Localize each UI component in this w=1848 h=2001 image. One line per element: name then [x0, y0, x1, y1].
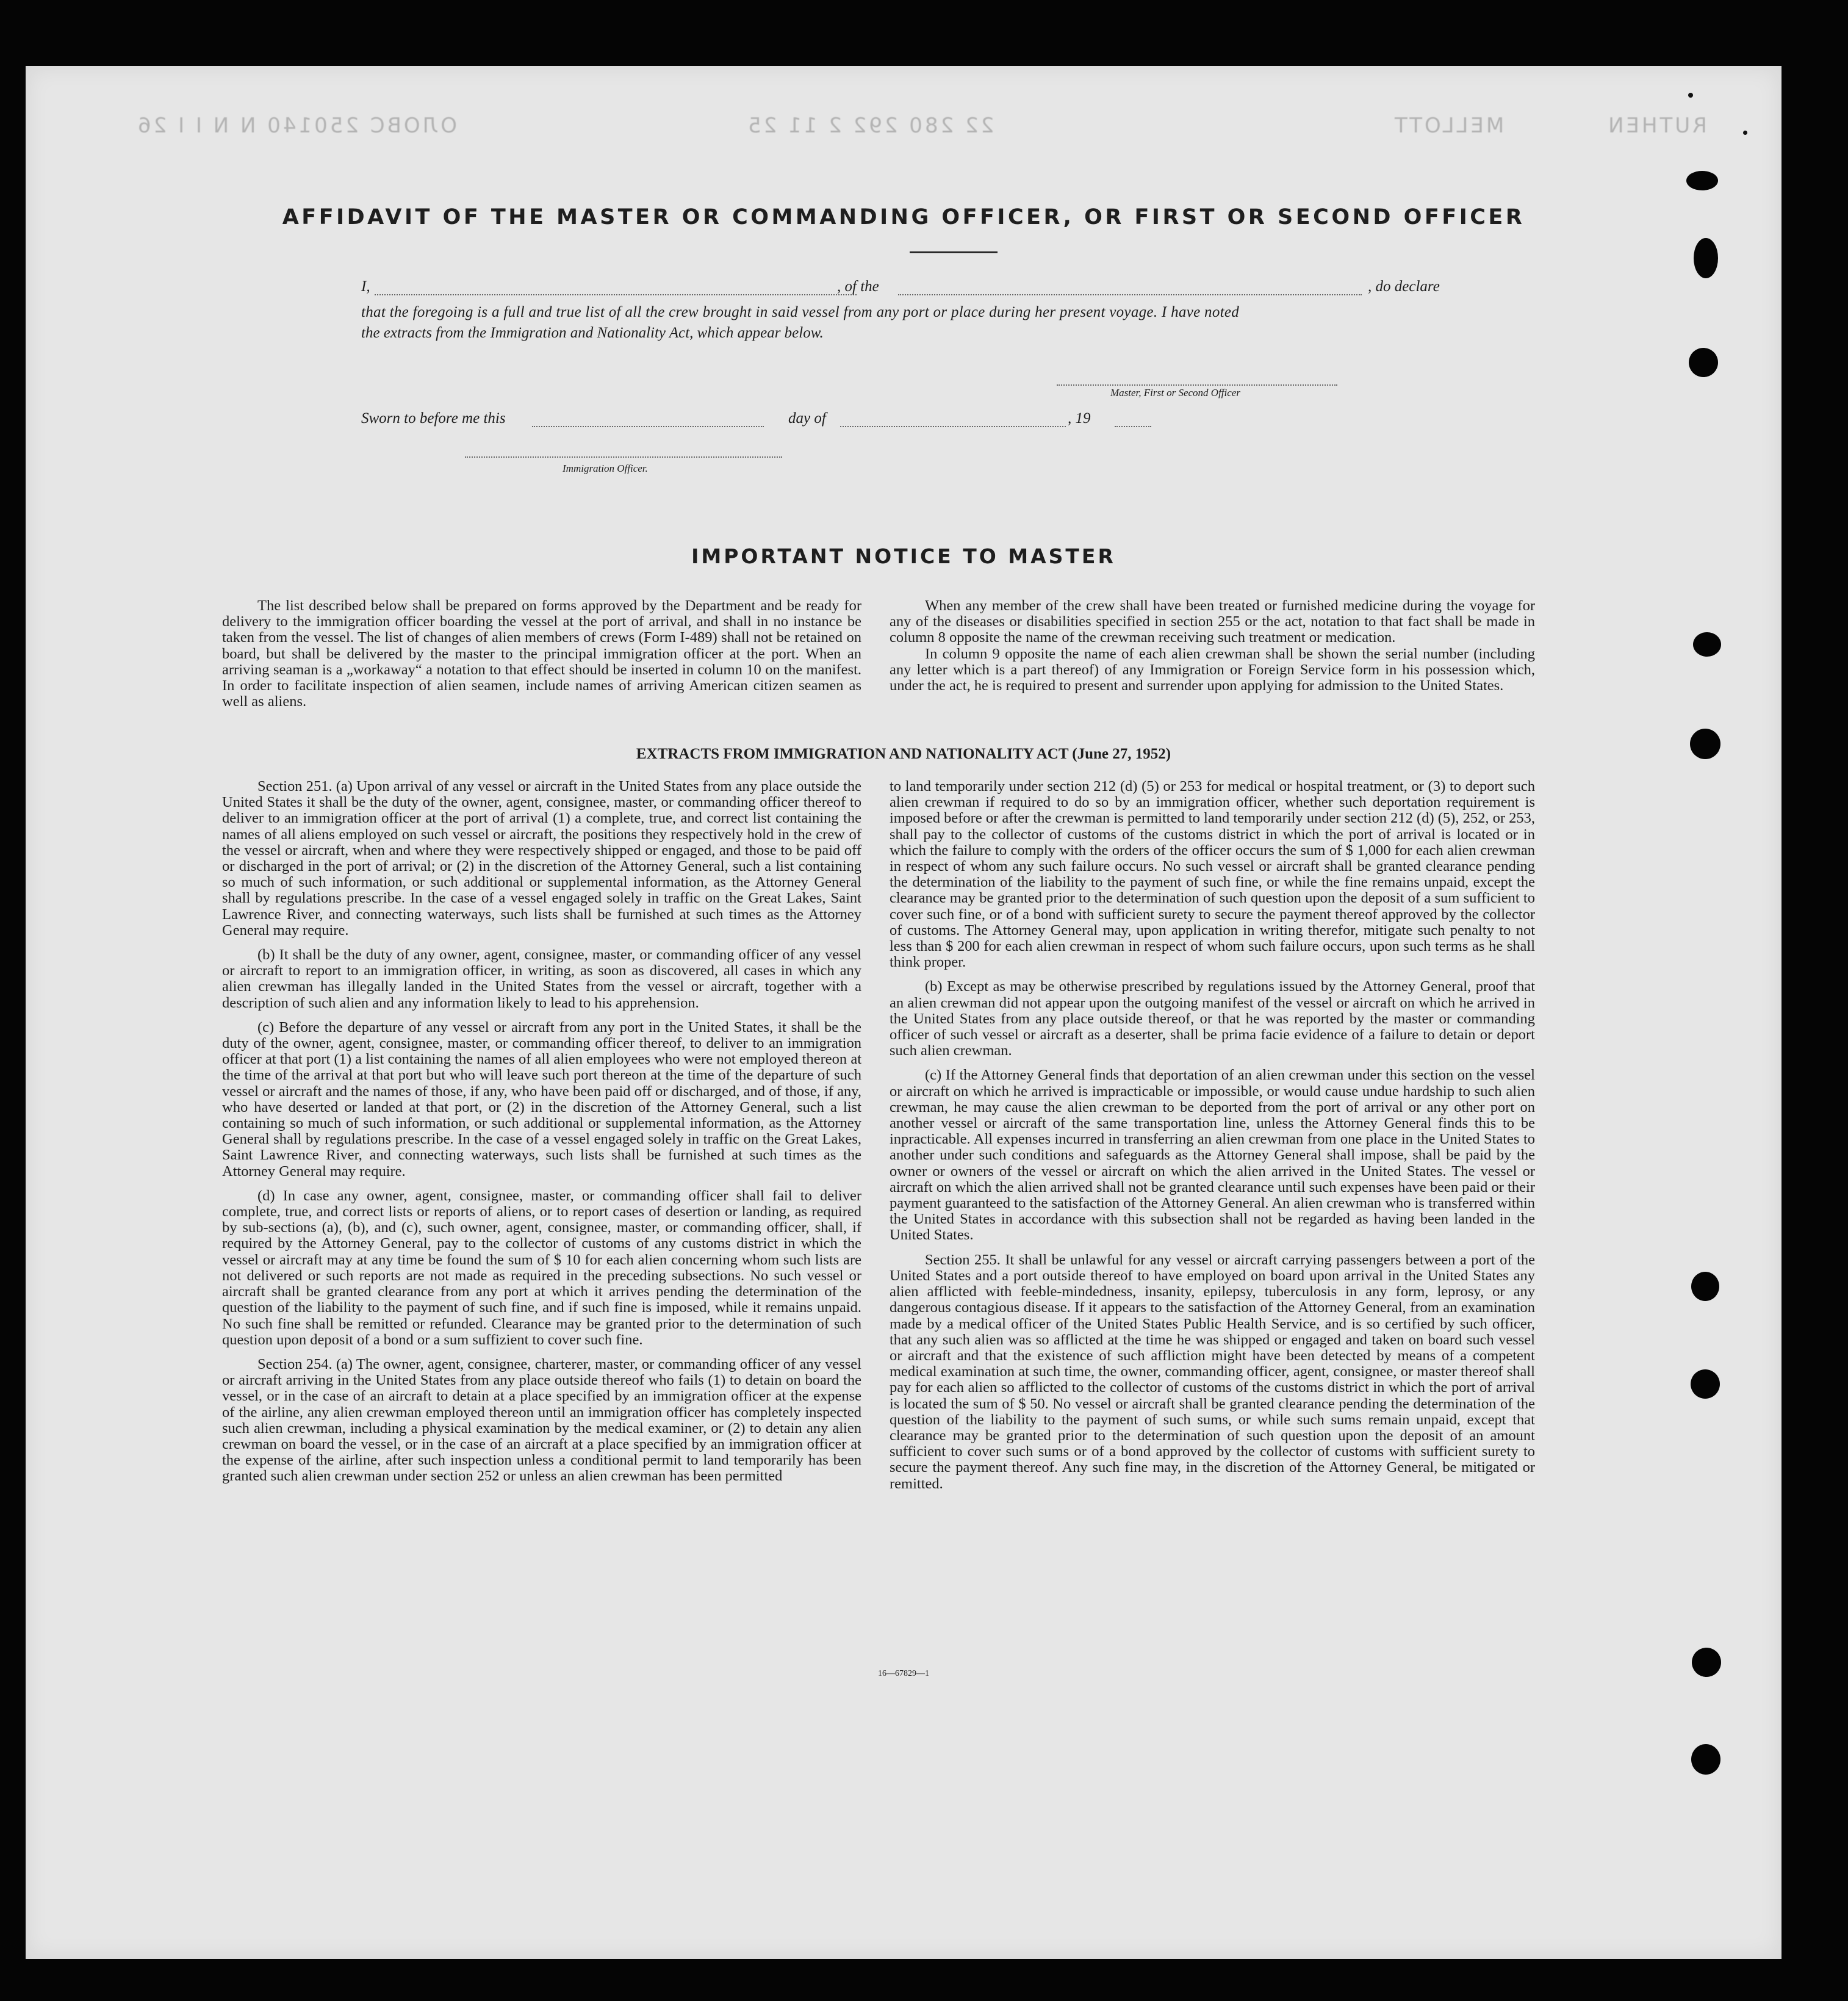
extract-paragraph: (b) It shall be the duty of any owner, agent, consignee, master, or commanding officer of any vessel or aircraft to report to an immigration officer, in writing, as soon as discovered, all cases in which any alien crewman has illegally landed in the United States from the vessel or aircraft, together with a description of such alien and any information likely to lead to his apprehension.	[222, 946, 861, 1011]
affidavit-line2: that the foregoing is a full and true list of all the crew brought in said vessel from any port or place during her present voyage. I have noted	[361, 304, 1240, 320]
day-of-label: day of	[788, 410, 826, 427]
bleed-through-right-b: RUTHEN	[1606, 114, 1707, 138]
year-label: , 19	[1068, 410, 1091, 427]
affidavit-line3: the extracts from the Immigration and Nationality Act, which appear below.	[361, 325, 824, 341]
sworn-day-blank[interactable]	[532, 426, 764, 427]
extract-paragraph: (c) Before the departure of any vessel or aircraft from any port in the United States, it shall be the duty of the owner, agent, consignee, master, or commanding officer thereof, to deliver to an immigration officer at that port (1) a list containing the names of all alien employees who were not employed thereon at the time of the arrival at that port but who will leave such port thereon at the time of the departure of such vessel or aircraft and the names of those, if any, who have been paid off or discharged, and of those, if any, who have deserted or landed at that port, or (2) in the discretion of the Attorney General, such a list containing so much of such information, or such additional or supplemental information, as the Attorney General shall by regulations prescribe. In the case of a vessel engaged solely in traffic on the Great Lakes, Saint Lawrence River, and connecting waterways, such lists shall be furnished at such times as the Attorney General may require.	[222, 1019, 861, 1180]
title-rule	[910, 251, 998, 253]
extract-paragraph: (c) If the Attorney General finds that deportation of an alien crewman under this section on the vessel or aircraft on which he arrived is impracticable or impossible, or would cause undue hardship to such alien crewman, he may cause the alien crewman to be deported from the port of arrival or any other port on another vessel or aircraft of the same transportation line, unless the Attorney General finds this to be inpracticable. All expenses incurred in transferring an alien crewman from one place in the United States to another under such conditions and safeguards as the Attorney General shall impose, shall be paid by the owner or owners of the vessel or aircraft on which the alien arrived in the United States. The vessel or aircraft on which the alien arrived shall not be granted clearance until such expenses have been paid or their payment guaranteed to the satisfaction of the Attorney General. An alien crewman who is transferred within the United States in accordance with this subsection shall not be regarded as having been landed in the United States.	[890, 1067, 1535, 1244]
notice-right-paragraph: In column 9 opposite the name of each alien crewman shall be shown the serial number (including any letter which is a part thereof) of any Immigration or Foreign Service form in his possession which, under the act, he is required to present and surrender upon applying for admission to the United States.	[890, 645, 1535, 694]
extract-paragraph: Section 254. (a) The owner, agent, consignee, charterer, master, or commanding officer of any vessel or aircraft arriving in the United States from any place outside thereof who fails (1) to detain on board the vessel, or in the case of an aircraft to detain at a place specified by an immigration officer at the expense of the airline, any alien crewman employed thereon until an immigration officer has completely inspected such alien crewman, including a physical examination by the medical examiner, or (2) to detain any alien crewman on board the vessel, or in the case of an aircraft at a place specified by an immigration officer at the expense of the airline, after such inspection unless a conditional permit to land temporarily has been granted such alien crewman under section 252 or unless an alien crewman has been permitted	[222, 1355, 861, 1485]
bleed-through-left: ОЛОВС 250140 N N I I 26	[135, 114, 457, 138]
bleed-through-center: 22 280 292 2 11 25	[746, 114, 994, 138]
affidavit-title: AFFIDAVIT OF THE MASTER OR COMMANDING OFFICER, OR FIRST OR SECOND OFFICER	[282, 205, 1525, 229]
notice-right-column	[890, 598, 1535, 702]
extracts-left-column	[222, 779, 861, 1493]
sworn-label: Sworn to before me this	[361, 410, 506, 427]
bleed-through-right-a: MELLOTT	[1392, 114, 1505, 138]
immigration-officer-label: Immigration Officer.	[563, 463, 648, 474]
notice-left-paragraph: The list described below shall be prepared on forms approved by the Department and be ready for delivery to the immigration officer boarding the vessel at the port of arrival, and shall in no instance be taken from the vessel. The list of changes of alien members of crews (Form I-489) shall not be retained on board, but shall be delivered by the master to the principal immigration officer at the port. When an arriving seaman is a „workaway“ a notation to that effect should be inserted in column 10 on the manifest. In order to facilitate inspection of alien seamen, include names of arriving American citizen seamen as well as aliens.	[222, 597, 861, 710]
punch-hole	[1694, 238, 1718, 278]
officer-signature-blank[interactable]	[465, 456, 782, 458]
punch-hole	[1689, 348, 1718, 377]
affidavit-i-label: I,	[361, 278, 370, 295]
notice-title: IMPORTANT NOTICE TO MASTER	[691, 544, 1116, 568]
extract-paragraph: (b) Except as may be otherwise prescribed by regulations issued by the Attorney General, proof that an alien crewman did not appear upon the outgoing manifest of the vessel or aircraft on which he arrived in the United States from any place outside thereof, or that he was reported by the master or commanding officer of such vessel or aircraft as a deserter, shall be prima facie evidence of a failure to detain or deport such alien crewman.	[890, 978, 1535, 1059]
punch-hole	[1691, 1744, 1720, 1775]
extracts-right-column	[890, 779, 1535, 1501]
master-signature-blank[interactable]	[1057, 384, 1337, 386]
vessel-blank[interactable]	[898, 294, 1362, 295]
extract-paragraph: (d) In case any owner, agent, consignee, master, or commanding officer shall fail to deliver complete, true, and correct lists or reports of aliens, or to report cases of desertion or landing, as required by sub-sections (a), (b), and (c), such owner, agent, consignee, master, or commanding officer, shall, if required by the Attorney General, pay to the collector of customs of any customs district in which the vessel or aircraft may at any time be found the sum of $ 10 for each alien concerning whom such lists are not delivered or such reports are not made as required in the preceding subsections. No such vessel or aircraft shall be granted clearance from any port at which it arrives pending the determination of the question of the liability to the payment of such fine, and if such fine is imposed, while it remains unpaid. No such fine shall be remitted or refunded. Clearance may be granted prior to the determination of such question upon deposit of a bond or a sum suffizient to cover such fine.	[222, 1187, 861, 1348]
form-number: 16—67829—1	[878, 1669, 929, 1678]
extracts-title: EXTRACTS FROM IMMIGRATION AND NATIONALITY ACT (June 27, 1952)	[636, 746, 1171, 762]
punch-hole	[1691, 1369, 1720, 1399]
affidavit-of-the-label: , of the	[837, 278, 879, 295]
punch-hole	[1686, 171, 1718, 190]
speck-mark	[1743, 131, 1747, 135]
punch-hole	[1693, 632, 1721, 657]
speck-mark	[1688, 93, 1693, 98]
master-label: Master, First or Second Officer	[1110, 387, 1240, 398]
notice-right-paragraph: When any member of the crew shall have been treated or furnished medicine during the voyage for any of the diseases or disabilities specified in section 255 or the act, notation to that fact shall be made in column 8 opposite the name of the crewman receiving such treatment or medication.	[890, 597, 1535, 646]
extract-paragraph: Section 251. (a) Upon arrival of any vessel or aircraft in the United States from any place outside the United States it shall be the duty of the owner, agent, consignee, master, or commanding officer thereof to deliver to an immigration officer at the port of arrival (1) a complete, true, and correct list containing the names of all aliens employed on such vessel or aircraft, the positions they respectively hold in the crew of the vessel or aircraft, when and where they were respectively shipped or engaged, and those to be paid off or discharged in the port of arrival; or (2) in the discretion of the Attorney General, such a list containing so much of such information, or such additional or supplemental information, as the Attorney General shall by regulations prescribe. In the case of a vessel engaged solely in traffic on the Great Lakes, Saint Lawrence River, and connecting waterways, such lists shall be furnished at such times as the Attorney General may require.	[222, 778, 861, 939]
sworn-month-blank[interactable]	[840, 426, 1066, 427]
extract-paragraph: to land temporarily under section 212 (d) (5) or 253 for medical or hospital treatment, or (3) to deport such alien crewman if required to do so by an immigration officer, whether such deportation requirement is imposed before or after the crewman is permitted to land temporarily under section 212 (d) (5), 252, or 253, shall pay to the collector of customs of the customs district in which the port of arrival is located or in which the failure to comply with the orders of the officer occurs the sum of $ 1,000 for each alien crewman in respect of whom any such failure occurs. No such vessel or aircraft shall be granted clearance pending the determination of the liability to the payment of such fine, or while the fine remains unpaid, except the clearance may be granted prior to the determination of such question upon the deposit of a sum sufficient to cover such fine, or of a bond with sufficient surety to secure the payment thereof approved by the collector of customs. The Attorney General may, upon application in writing therefor, mitigate such penalty to not less than $ 200 for each alien crewman in respect of whom such failure occurs, upon such terms as he shall think proper.	[890, 778, 1535, 971]
name-blank[interactable]	[375, 294, 857, 295]
extract-paragraph: Section 255. It shall be unlawful for any vessel or aircraft carrying passengers between a port of the United States and a port outside thereof to have employed on board upon arrival in the United States any alien afflicted with feeble-mindedness, insanity, epilepsy, tuberculosis in any form, leprosy, or any dangerous contagious disease. If it appears to the satisfaction of the Attorney General, from an examination made by a medical officer of the United States Public Health Service, and is so certified by such officer, that any such alien was so afflicted at the time he was shipped or engaged and taken on board such vessel or aircraft and that the existence of such affliction might have been detected by means of a competent medical examination at such time, the owner, commanding officer, agent, consignee, or master thereof shall pay for each alien so afflicted to the collector of customs of the customs district in which the port of arrival is located the sum of $ 50. No vessel or aircraft shall be granted clearance pending the determination of the question of the liability to the payment of such sums, or while such sums remain unpaid, except that clearance may be granted prior to the determination of such question upon the deposit of an amount sufficient to cover such sums or of a bond approved by the collector of customs with sufficient surety to secure the payment thereof. Any such fine may, in the discretion of the Attorney General, be mitigated or remitted.	[890, 1251, 1535, 1492]
punch-hole	[1691, 1272, 1719, 1301]
year-blank[interactable]	[1115, 426, 1151, 427]
document-page	[26, 66, 1781, 1959]
affidavit-declare-label: , do declare	[1368, 278, 1440, 295]
notice-left-column	[222, 598, 861, 718]
